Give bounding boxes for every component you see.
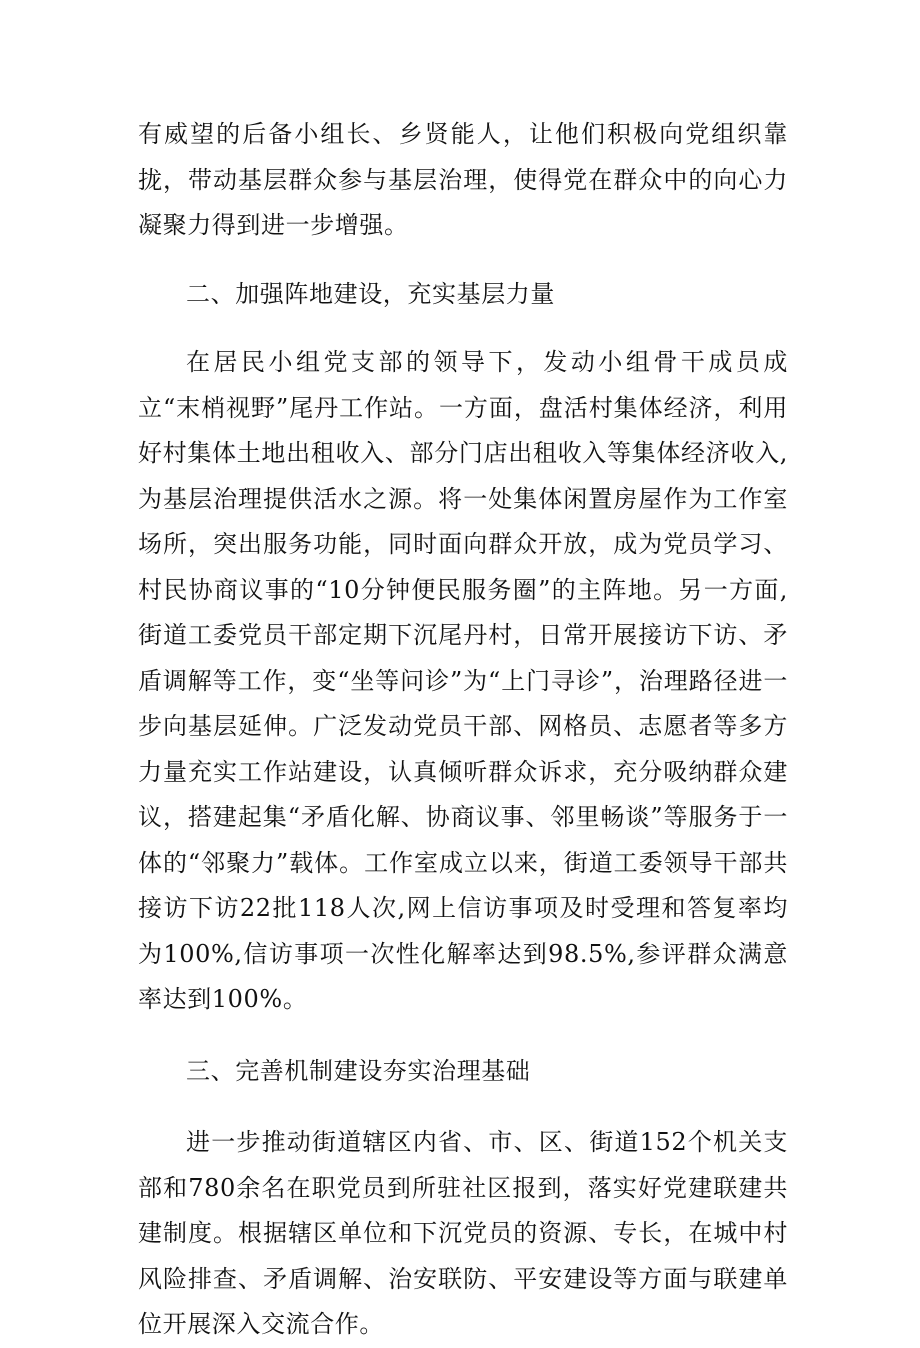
paragraph-section-3: 进一步推动街道辖区内省、市、区、街道152个机关支部和780余名在职党员到所驻社区报到，落实好党建联建共建制度。根据辖区单位和下沉党员的资源、专长，在城中村风险排查、矛盾调解、治安联防、平安建设等方面与联建单位开展深入交流合作。 xyxy=(138,1128,788,1338)
paragraph-continuation: 有威望的后备小组长、乡贤能人，让他们积极向党组织靠拢，带动基层群众参与基层治理，使得党在群众中的向心力凝聚力得到进一步增强。 xyxy=(138,120,788,239)
paragraph-gap xyxy=(138,317,788,340)
paragraph-section-2: 在居民小组党支部的领导下，发动小组骨干成员成立“末梢视野”尾丹工作站。一方面，盘活村集体经济，利用好村集体土地出租收入、部分门店出租收入等集体经济收入,为基层治理提供活水之源。将一处集体闲置房屋作为工作室场所，突出服务功能，同时面向群众开放，成为党员学习、村民协商议事的“10分钟便民服务圈”的主阵地。另一方面,街道工委党员干部定期下沉尾丹村，日常开展接访下访、矛盾调解等工作，变“坐等问诊”为“上门寻诊”，治理路径进一步向基层延伸。广泛发动党员干部、网格员、志愿者等多方力量充实工作站建设，认真倾听群众诉求，充分吸纳群众建议，搭建起集“矛盾化解、协商议事、邻里畅谈”等服务于一体的“邻聚力”载体。工作室成立以来，街道工委领导干部共接访下访22批118人次,网上信访事项及时受理和答复率均为100%,信访事项一次性化解率达到98.5%,参评群众满意率达到100%。 xyxy=(138,348,788,1013)
paragraph-gap xyxy=(138,249,788,272)
section-heading-2: 二、加强阵地建设，充实基层力量 xyxy=(186,279,555,308)
paragraph-gap xyxy=(138,1023,788,1049)
section-heading-3: 三、完善机制建设夯实治理基础 xyxy=(186,1056,531,1085)
paragraph-gap xyxy=(138,1094,788,1120)
document-body xyxy=(138,112,788,1348)
